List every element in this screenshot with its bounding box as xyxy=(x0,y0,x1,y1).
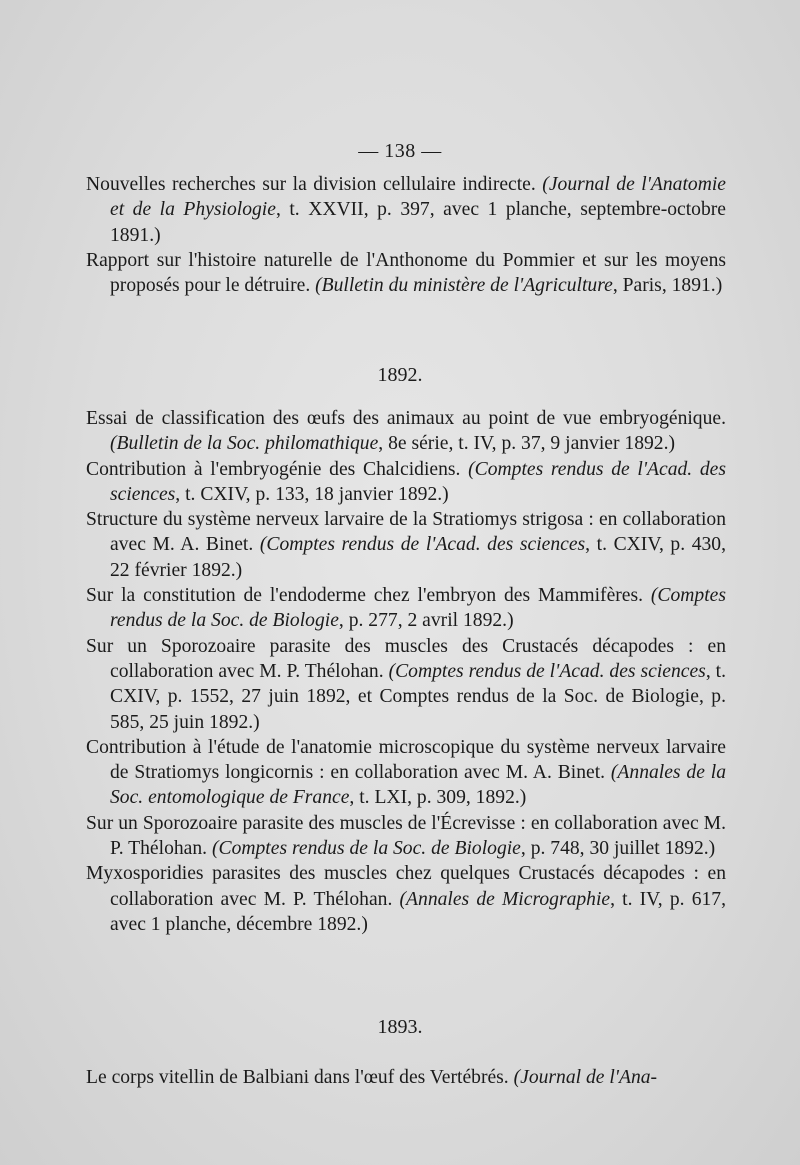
bibliography-entry: Essai de classification des œufs des animaux au point de vue embryogénique. (Bulletin de la Soc. philomathique, 8e série, t. IV, p. 37, 9 janvier 1892.) xyxy=(86,408,726,455)
section-1893 xyxy=(86,1065,726,1090)
bibliography-entry: Contribution à l'embryogénie des Chalcidiens. (Comptes rendus de l'Acad. des sciences, t. CXIV, p. 133, 18 janvier 1892.) xyxy=(86,458,727,505)
year-heading-1892: 1892. xyxy=(377,364,423,386)
bibliography-entry: Sur la constitution de l'endoderme chez l'embryon des Mammifères. (Comptes rendus de la Soc. de Biologie, p. 277, 2 avril 1892.) xyxy=(86,585,726,632)
section-1892 xyxy=(86,406,726,937)
page-number: — 138 — xyxy=(358,140,442,162)
bibliography-entry: Nouvelles recherches sur la division cellulaire indirecte. (Journal de l'Anatomie et de la Physiologie, t. XXVII, p. 397, avec 1 planche, septembre-octobre 1891.) xyxy=(86,174,727,246)
bibliography-entry: Rapport sur l'histoire naturelle de l'Anthonome du Pommier et sur les moyens proposés pour le détruire. (Bulletin du ministère de l'Agriculture, Paris, 1891.) xyxy=(86,249,726,297)
bibliography-entry: Myxosporidies parasites des muscles chez quelques Crustacés décapodes : en collaboration avec M. P. Thélohan. (Annales de Micrographie, t. IV, p. 617, avec 1 planche, décembre 1892.) xyxy=(86,863,727,935)
bibliography-entry: Contribution à l'étude de l'anatomie microscopique du système nerveux larvaire de Stratiomys longicornis : en collaboration avec M. A. Binet. (Annales de la Soc. entomologique de France, t. LXI, p. 309, 1892.) xyxy=(86,736,726,809)
bibliography-entry: Sur un Sporozoaire parasite des muscles de l'Écrevisse : en collaboration avec M. P. Thélohan. (Comptes rendus de la Soc. de Biologie, p. 748, 30 juillet 1892.) xyxy=(86,812,726,860)
bibliography-entry: Le corps vitellin de Balbiani dans l'œuf des Vertébrés. (Journal de l'Ana- xyxy=(86,1067,658,1088)
bibliography-entry: Sur un Sporozoaire parasite des muscles des Crustacés décapodes : en collaboration avec M. P. Thélohan. (Comptes rendus de l'Acad. des sciences, t. CXIV, p. 1552, 27 juin 1892, et Comptes rendus de la Soc. de Biologie, p. 585, 25 juin 1892.) xyxy=(86,635,727,733)
year-heading-1893: 1893. xyxy=(377,1016,423,1038)
bibliography-entry: Structure du système nerveux larvaire de la Stratiomys strigosa : en collaboration avec M. A. Binet. (Comptes rendus de l'Acad. des sciences, t. CXIV, p. 430, 22 février 1892.) xyxy=(86,509,726,581)
section-1891-continued xyxy=(86,172,726,298)
